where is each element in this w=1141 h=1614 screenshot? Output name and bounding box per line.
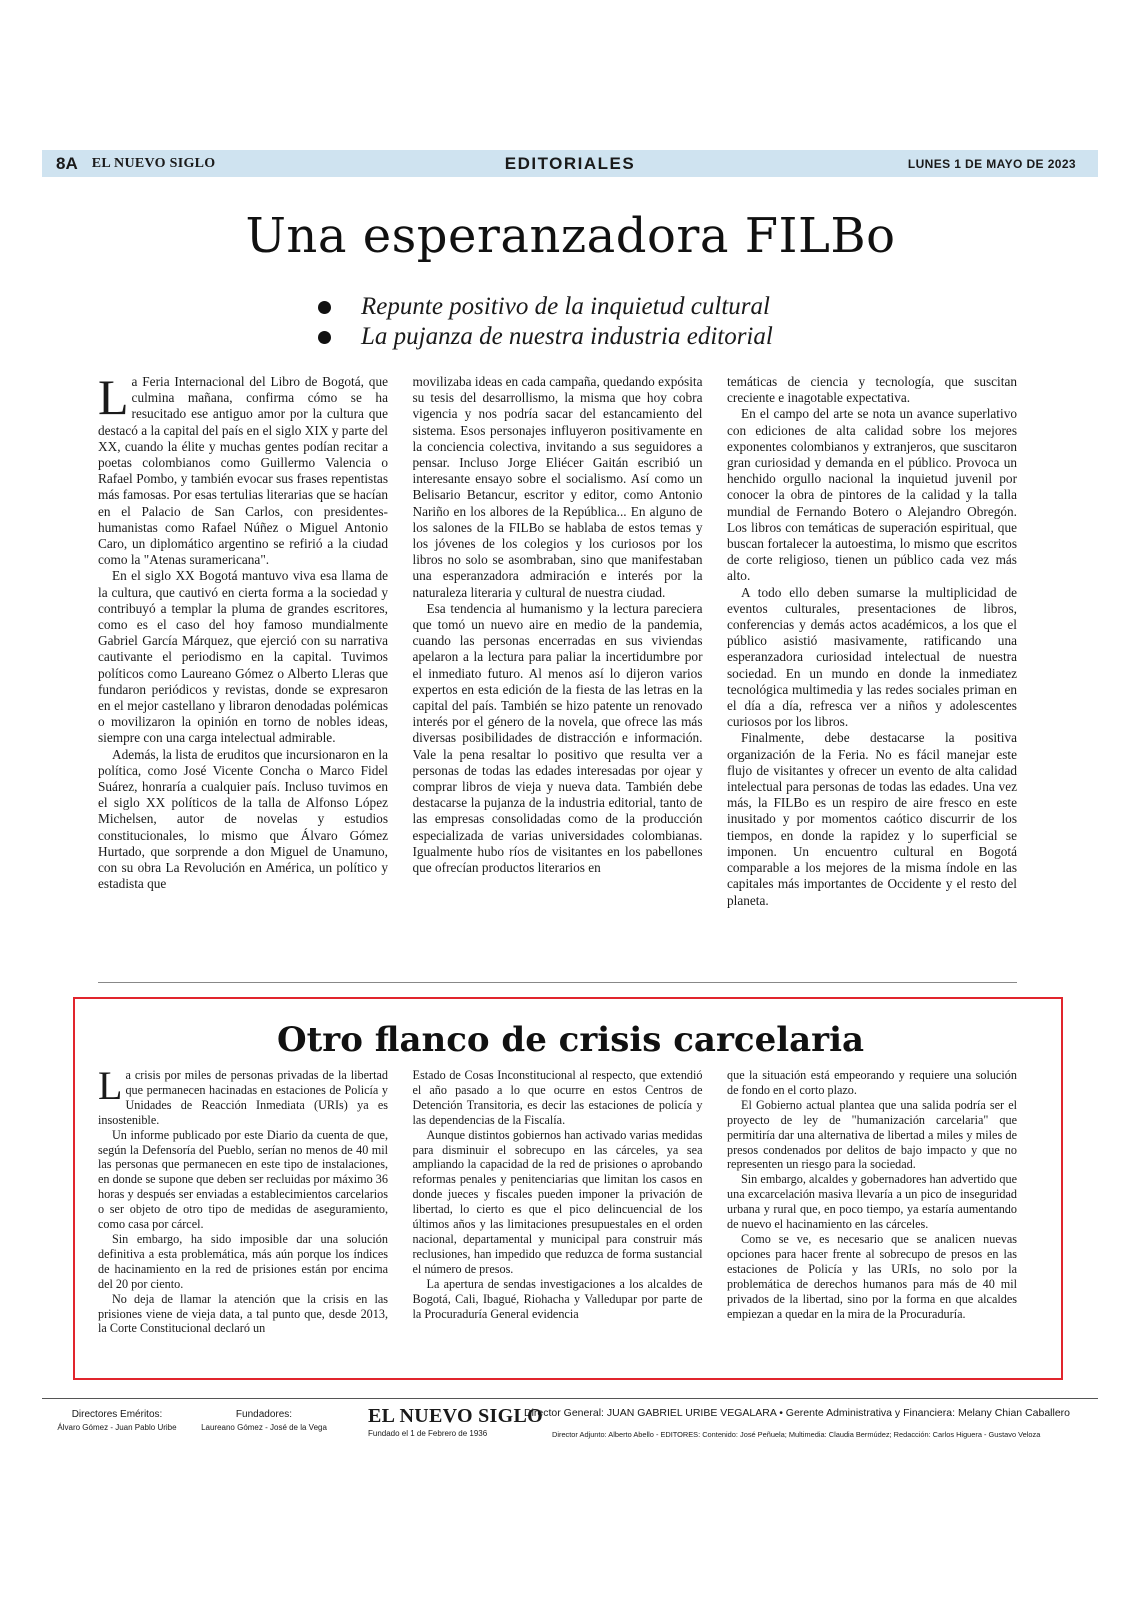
bullet-item [318,292,878,322]
masthead-footer [42,1405,1098,1445]
paragraph: La apertura de sendas investigaciones a los alcaldes de Bogotá, Cali, Ibagué, Riohacha y Valledupar por parte de la Procuraduría General evidencia [412,1276,703,1321]
emeritus-names: Álvaro Gómez - Juan Pablo Uribe [57,1423,177,1432]
editorial1-column-1 [98,374,388,940]
founders-block [194,1409,334,1432]
paragraph: Un informe publicado por este Diario da cuenta de que, según la Defensoría del Pueblo, serían no menos de 40 mil las personas que permanecen en este tipo de instalaciones, en donde se supone que deben ser recluidas por máximo 36 horas y después ser enviadas a establecimientos carcelarios o ser objeto de otro tipo de medidas de aseguramiento, como casa por cárcel. [98,1127,388,1232]
bullet-dot-icon [318,301,331,314]
paragraph: En el campo del arte se nota un avance superlativo con ediciones de alta calidad sobre los mejores exponentes colombianos y extranjeros, que suscitaron gran curiosidad y demanda en el público. Provoca un henchido orgullo nacional la inquietud juvenil por conocer la obra de pintores de la calidad y la talla mundial de Fernando Botero o Alejandro Obregón. Los libros con temáticas de superación espiritual, que buscan fortalecer la autoestima, lo mismo que escritos de corte religioso, tienen un público cada vez más alto. [727,406,1017,584]
paragraph: No deja de llamar la atención que la crisis en las prisiones viene de vieja data, a tal punto que, desde 2013, la Corte Constitucional declaró un [98,1291,388,1336]
emeritus-label: Directores Eméritos: [71,1409,163,1420]
paragraph: A todo ello deben sumarse la multiplicidad de eventos culturales, presentaciones de libros, conferencias y demás actos académicos, a los que el público asistió masivamente, ratificando una esperanzadora curiosidad intelectual de nuestra sociedad. En un mundo en donde la inmediatez tecnológica multimedia y las redes sociales priman en el día a día, refresca ver a niños y adolescentes curiosos por los libros. [727,584,1017,730]
editorial1-column-3 [727,374,1017,940]
newspaper-logo: EL NUEVO SIGLO [368,1405,543,1427]
paragraph: En el siglo XX Bogotá mantuvo viva esa llama de la cultura, que cautivó en cierta forma a la sociedad y contribuyó a templar la pluma de grandes escritores, como es el caso del hoy famoso mundialmente Gabriel García Márquez, que ejerció con su narrativa cautivante el periodismo en la capital. Tuvimos políticos como Laureano Gómez o Alberto Lleras que fundaron periódicos y revistas, donde se expresaron en el mejor castellano y libraron denodadas polémicas o movilizaron la opinión en torno de nobles ideas, siempre con una carga intelectual admirable. [98,568,388,746]
founded-date: Fundado el 1 de Febrero de 1936 [368,1429,488,1438]
staff-line-2: Director Adjunto: Alberto Abello - EDITORES: Contenido: José Peñuela; Multimedia: Claudia Bermúdez; Redacción: Carlos Higuera - Gustavo Veloza [552,1430,1041,1439]
paragraph: Sin embargo, alcaldes y gobernadores han advertido que una excarcelación masiva llevaría a un pico de inseguridad urbana y rural que, en poco tiempo, ya estaría aumentando de nuevo el hacinamiento en las cárceles. [727,1172,1017,1232]
staff-line-1: Director General: JUAN GABRIEL URIBE VEGALARA • Gerente Administrativa y Financiera: Melany Chian Caballero [524,1407,1071,1419]
page-header-bar [42,150,1098,177]
editorial1-body [98,374,1017,940]
editorial2-column-3 [727,1068,1017,1358]
editorial2-title: Otro flanco de crisis carcelaria [276,1020,865,1060]
issue-date: LUNES 1 DE MAYO DE 2023 [907,156,1076,171]
editorial1-title: Una esperanzadora FILBo [245,208,896,264]
paragraph: movilizaba ideas en cada campaña, quedando expósita su tesis del desarrollismo, la misma que hoy cobra vigencia y nos podría sacar del estancamiento del sistema. Esos personajes influyeron positivamente en la conciencia colectiva, invitando a sus seguidores a pensar. Incluso Jorge Eliécer Gaitán escribió un interesante ensayo sobre el socialismo. Así como un Belisario Betancur, escritor y editor, como Antonio Nariño en los albores de la República... En alguno de los salones de la FILBo se hablaba de estos temas y los jóvenes de los colegios y los curiosos por los libros no solo se asombraban, sino que manifestaban una esperanzadora admiración e interés por la naturaleza literaria y cultural de nuestra ciudad. [412,374,703,600]
emeritus-block [52,1409,182,1432]
bullet-dot-icon [318,331,331,344]
bullet-text: Repunte positivo de la inquietud cultural [361,293,770,320]
bullet-text: La pujanza de nuestra industria editorial [361,323,773,350]
founders-label: Fundadores: [235,1409,293,1420]
founders-names: Laureano Gómez - José de la Vega [201,1423,327,1432]
paragraph: Aunque distintos gobiernos han activado varias medidas para disminuir el sobrecupo en las cárceles, ya sea ampliando la capacidad de la red de prisiones o aprobando reformas penales y penitenciarias que limitan los casos en donde jueces y fiscales pueden imponer la privación de libertad, lo cierto es que el pico delincuencial de los últimos años y las limitaciones presupuestales en el orden nacional, departamental y municipal para construir más reclusiones, han impedido que reduzca de forma sustancial el número de presos. [412,1127,703,1276]
bullet-item [318,322,878,352]
paragraph: Como se ve, es necesario que se analicen nuevas opciones para hacer frente al sobrecupo de presos en las estaciones de Policía y las URIs, no solo por la problemática de derechos humanos para más de 40 mil privados de la libertad, sino por la forma en que alcaldes empiezan a quedar en la mira de la Procuraduría. [727,1231,1017,1321]
paragraph: Sin embargo, ha sido imposible dar una solución definitiva a esta problemática, más aún porque los índices de hacinamiento en la red de prisiones están por encima del 20 por ciento. [98,1231,388,1291]
paragraph: que la situación está empeorando y requiere una solución de fondo en el corto plazo. [727,1068,1017,1097]
section-title: EDITORIALES [504,153,636,173]
section-divider [98,982,1017,983]
editorial2-body [98,1068,1017,1358]
editorial2-column-1 [98,1068,388,1358]
paragraph: Finalmente, debe destacarse la positiva organización de la Feria. No es fácil manejar este flujo de visitantes y ofrecer un evento de alta calidad intelectual para personas de todas las edades. Una vez más, la FILBo es un respiro de aire fresco en este inusitado y por momentos caótico discurrir de los tiempos, en donde la rapidez y lo superficial se imponen. Un encuentro cultural en Bogotá comparable a los mejores de la misma índole en las capitales más importantes de Occidente y el resto del planeta. [727,730,1017,908]
drop-cap: L [98,374,129,425]
paragraph: El Gobierno actual plantea que una salida podría ser el proyecto de ley de "humanización carcelaria" que permitiría dar una alternativa de libertad a miles y miles de presos condenados por delitos de bajo impacto y que no representen un riesgo para la sociedad. [727,1097,1017,1172]
paragraph: a Feria Internacional del Libro de Bogotá, que culmina mañana, confirma cómo se ha resucitado ese antiguo amor por la cultura que destacó a la capital del país en el siglo XIX y parte del XX, cuando la élite y muchas gentes podían recitar a poetas colombianos como Guillermo Valencia o Rafael Pombo, y también evocar sus frases repentistas más famosas. Por esas tertulias literarias que se hacían en el Palacio de San Carlos, con presidentes-humanistas como Rafael Núñez o Miguel Antonio Caro, un diplomático argentino se refirió a la ciudad como la "Atenas suramericana". [98,374,388,568]
page-number: 8A [56,153,78,173]
footer-divider [42,1398,1098,1399]
editorial2-column-2 [413,1068,703,1358]
paragraph: a crisis por miles de personas privadas de la libertad que permanecen hacinadas en estaciones de Policía y Unidades de Reacción Inmediata (URIs) ya es insostenible. [98,1068,388,1127]
paragraph: temáticas de ciencia y tecnología, que suscitan creciente e inagotable expectativa. [727,374,1017,406]
editorial1-column-2 [413,374,703,940]
paragraph: Esa tendencia al humanismo y la lectura pareciera que tomó un nuevo aire en medio de la pandemia, cuando las personas encerradas en sus viviendas apelaron a la lectura para paliar la incertidumbre por el inmediato futuro. Al menos así lo dijeron varios expertos en esta edición de la fiesta de las letras en la capital del país. También se hizo patente un renovado interés por el género de la novela, que ofrece las más diversas posibilidades de distracción e información. Vale la pena resaltar lo positivo que resulta ver a personas de todas las edades interesadas por ojear y comprar libros de vieja y nueva data. También debe destacarse la pujanza de la industria editorial, tanto de las empresas consolidadas como de la producción especializada de varias universidades colombianas. Igualmente hubo ríos de visitantes en los pabellones que ofrecían productos literarios en [412,600,703,876]
paragraph: Estado de Cosas Inconstitucional al respecto, que extendió el año pasado a lo que ocurre en estos Centros de Detención Transitoria, es decir las estaciones de policía y las dependencias de la Fiscalía. [412,1068,703,1127]
paper-name: EL NUEVO SIGLO [91,155,216,171]
editorial1-bullets [318,292,878,352]
paragraph: Además, la lista de eruditos que incursionaron en la política, como José Vicente Concha o Marco Fidel Suárez, honraría a cualquier país. Incluso tuvimos en el siglo XX políticos de la talla de Alfonso López Michelsen, autor de novelas y estudios constitucionales, lo mismo que Álvaro Gómez Hurtado, que sorprende a don Miguel de Unamuno, con su obra La Revolución en América, un político y estadista que [98,746,388,892]
drop-cap: L [98,1068,123,1108]
